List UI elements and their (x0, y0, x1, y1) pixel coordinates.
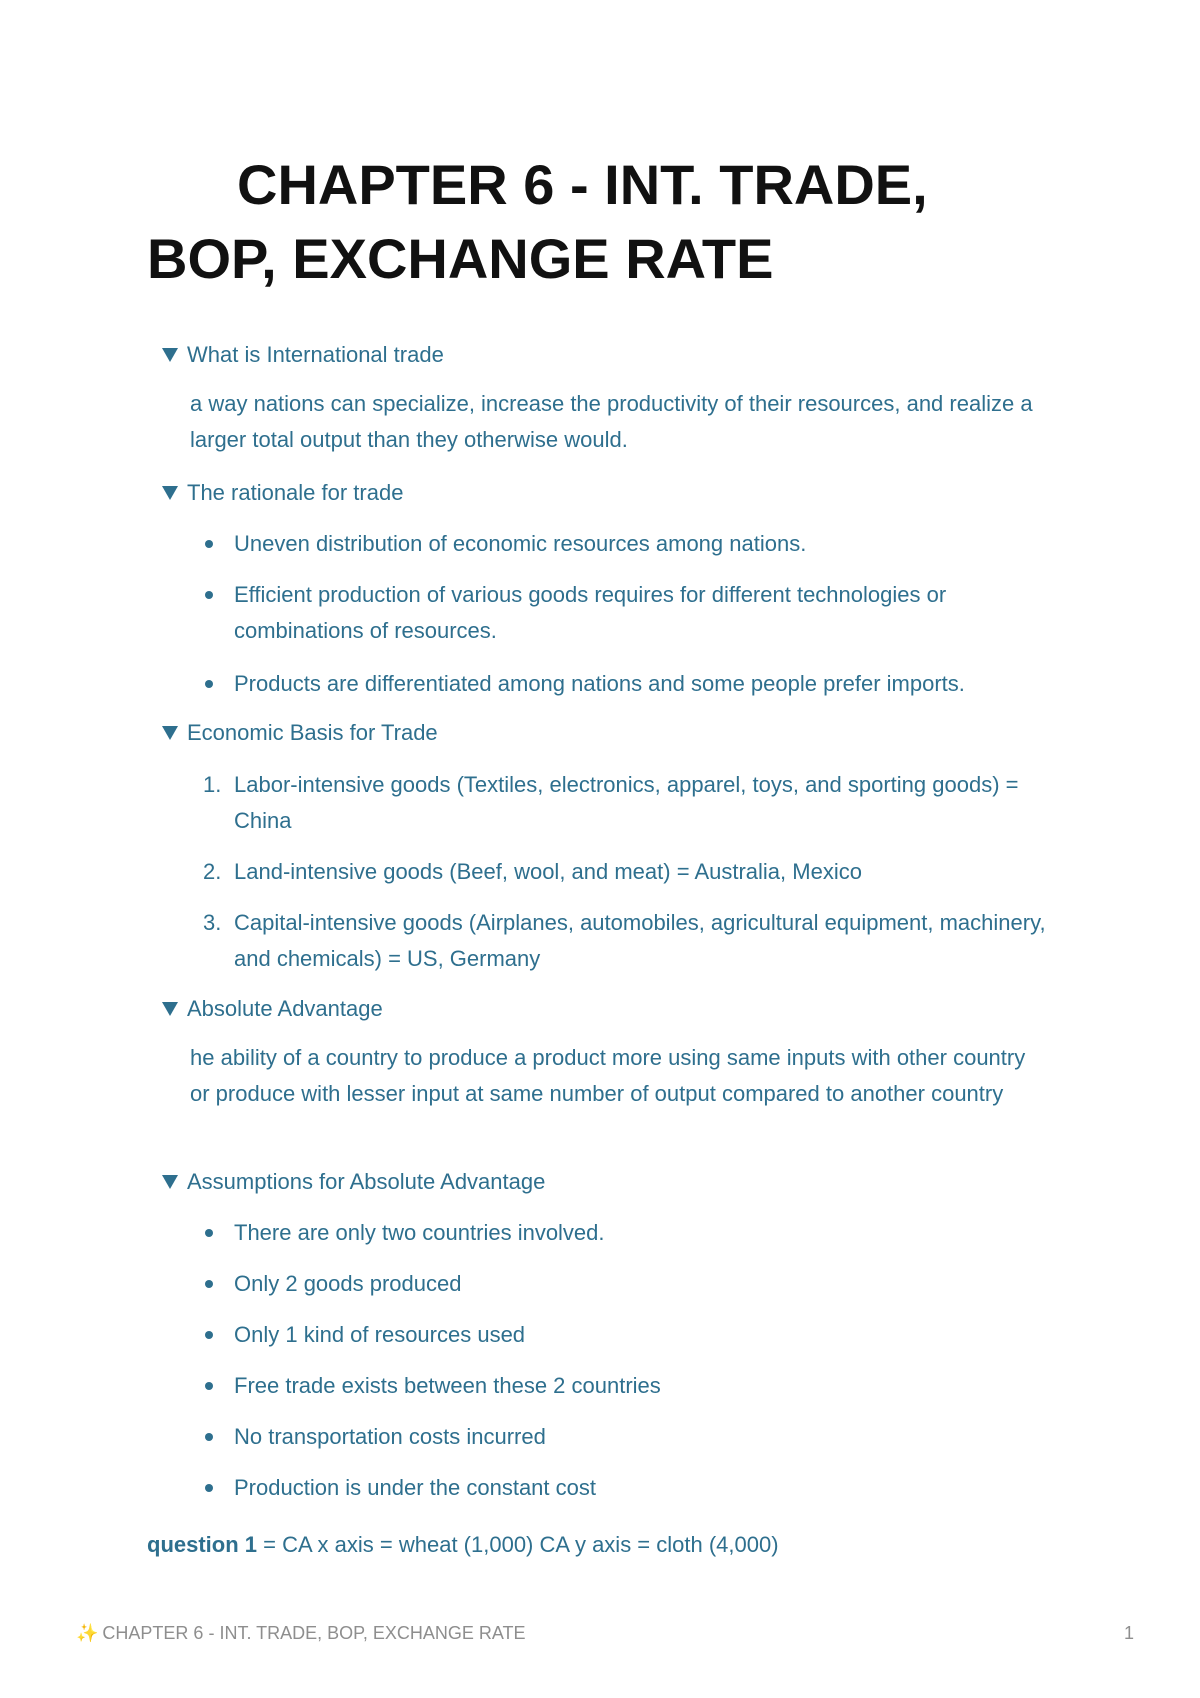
toggle-heading: Absolute Advantage (187, 996, 383, 1021)
list-number: 1. (203, 772, 222, 797)
list-item: Products are differentiated among nations and some people prefer imports. (234, 671, 965, 696)
triangle-down-icon (162, 1002, 178, 1016)
question-line (147, 1528, 779, 1562)
list-item: No transportation costs incurred (234, 1424, 546, 1449)
bullet-icon (205, 1331, 213, 1339)
toggle-economic-basis-for-trade[interactable] (162, 718, 438, 748)
list-item: Production is under the constant cost (234, 1475, 596, 1500)
paragraph: a way nations can specialize, increase the productivity of their resources, and realize a larger total output than they otherwise would. (190, 391, 1033, 452)
bullet-icon (205, 1382, 213, 1390)
page-title: CHAPTER 6 - INT. TRADE, BOP, EXCHANGE RATE (147, 153, 928, 290)
list-item: Uneven distribution of economic resources among nations. (234, 531, 807, 556)
toggle-absolute-advantage[interactable] (162, 994, 383, 1024)
list-item: Free trade exists between these 2 countries (234, 1373, 661, 1398)
toggle-heading: The rationale for trade (187, 480, 404, 505)
list-item: Efficient production of various goods requires for different technologies or combinations of resources. (234, 582, 947, 643)
list-item: Only 1 kind of resources used (234, 1322, 526, 1347)
triangle-down-icon (162, 726, 178, 740)
bullet-icon (205, 1433, 213, 1441)
footer-title: CHAPTER 6 - INT. TRADE, BOP, EXCHANGE RATE (102, 1623, 526, 1643)
list-number: 3. (203, 910, 222, 935)
toggle-assumptions-absolute-advantage[interactable] (162, 1167, 545, 1197)
triangle-down-icon (162, 486, 178, 500)
bullet-icon (205, 540, 213, 548)
question-label: question 1 (147, 1532, 258, 1557)
page-footer (76, 1620, 526, 1646)
toggle-heading: Assumptions for Absolute Advantage (187, 1169, 546, 1194)
question-text: = CA x axis = wheat (1,000) CA y axis = cloth (4,000) (257, 1532, 779, 1557)
list-item: Land-intensive goods (Beef, wool, and meat) = Australia, Mexico (234, 859, 862, 884)
triangle-down-icon (162, 1175, 178, 1189)
triangle-down-icon (162, 348, 178, 362)
bullet-icon (205, 1280, 213, 1288)
bullet-icon (205, 1229, 213, 1237)
list-number: 2. (203, 859, 222, 884)
list-item: Labor-intensive goods (Textiles, electronics, apparel, toys, and sporting goods) = China (234, 772, 1019, 833)
toggle-what-is-international-trade[interactable] (162, 340, 444, 370)
bullet-icon (205, 591, 213, 599)
list-item: Only 2 goods produced (234, 1271, 462, 1296)
paragraph: he ability of a country to produce a product more using same inputs with other country or produce with lesser input at same number of output compared to another country (190, 1045, 1026, 1106)
list-item: There are only two countries involved. (234, 1220, 605, 1245)
bullet-icon (205, 1484, 213, 1492)
page-number: 1 (1123, 1623, 1134, 1643)
list-item: Capital-intensive goods (Airplanes, automobiles, agricultural equipment, machinery, and chemicals) = US, Germany (234, 910, 1046, 971)
bullet-icon (205, 680, 213, 688)
sparkles-icon: ✨ (76, 1623, 99, 1643)
toggle-rationale-for-trade[interactable] (162, 478, 403, 508)
toggle-heading: What is International trade (187, 342, 444, 367)
toggle-heading: Economic Basis for Trade (187, 720, 438, 745)
